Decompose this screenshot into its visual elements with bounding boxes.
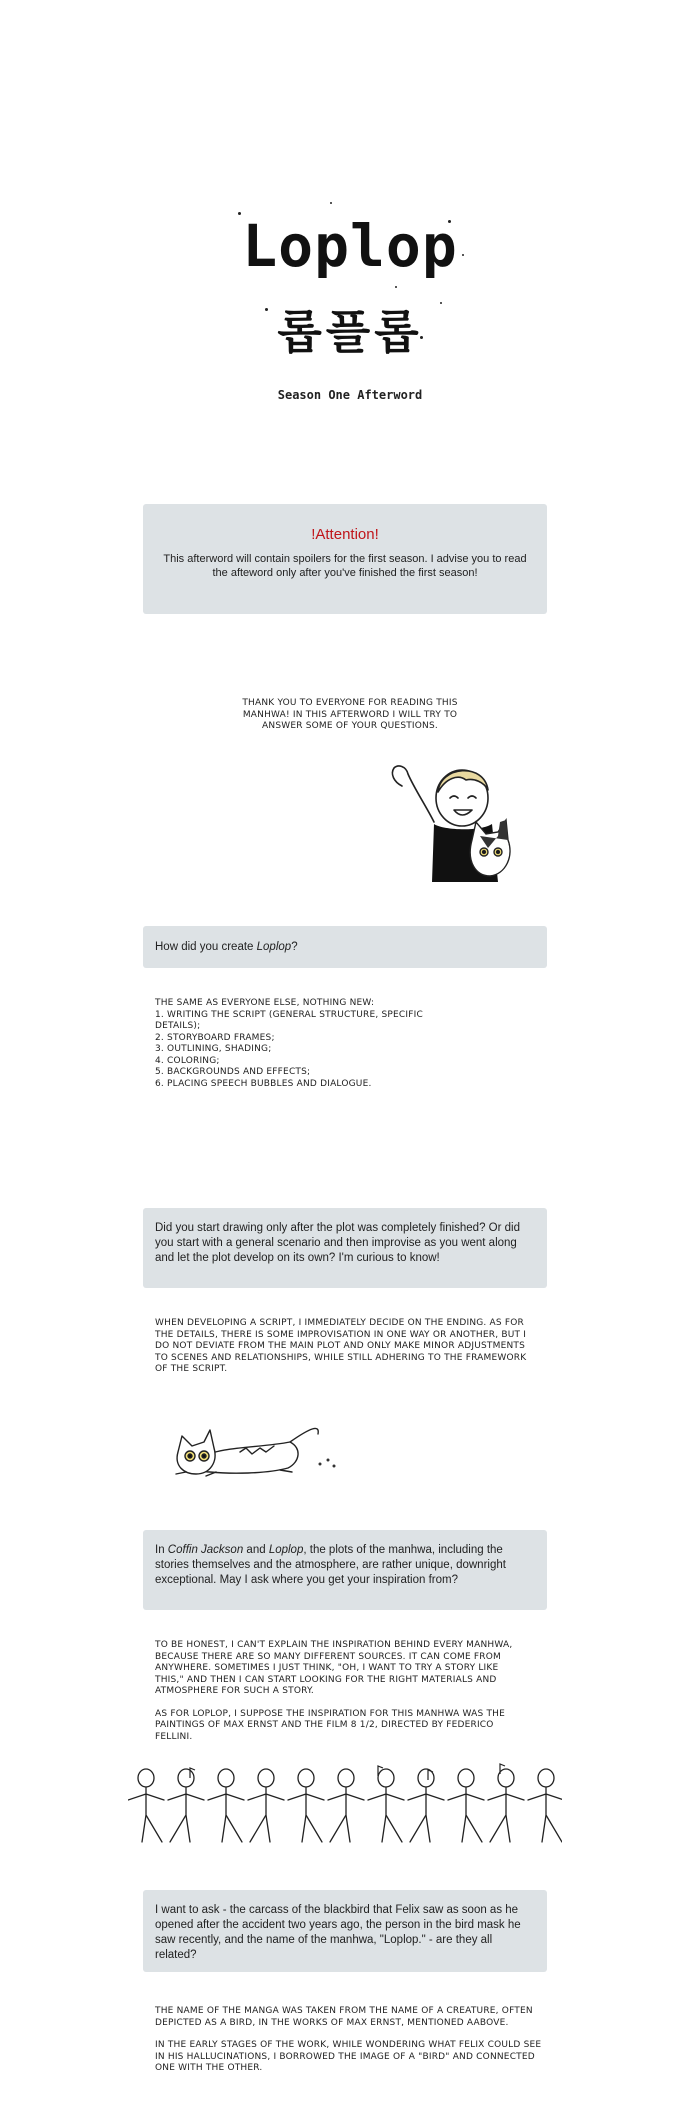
dancing-figure bbox=[528, 1769, 562, 1842]
dancing-figure bbox=[288, 1769, 324, 1842]
answer-4-paragraph-1: THE NAME OF THE MANGA WAS TAKEN FROM THE NAME OF A CREATURE, OFTEN DEPICTED AS A BIRD, IN THE WORKS OF MAX ERNST, MENTIONED AABOVE. bbox=[155, 2006, 533, 2028]
list-item: 5. BACKGROUNDS AND EFFECTS; bbox=[155, 1067, 311, 1077]
question-3-part: In bbox=[155, 1544, 168, 1556]
question-3-title-2: Loplop bbox=[268, 1544, 304, 1556]
dancing-figure bbox=[328, 1769, 364, 1842]
dancing-figure bbox=[408, 1769, 444, 1842]
question-box-1 bbox=[143, 926, 547, 968]
answer-3-paragraph-1: TO BE HONEST, I CAN'T EXPLAIN THE INSPIRATION BEHIND EVERY MANHWA, BECAUSE THERE ARE SO MANY DIFFERENT SOURCES. IT CAN COME FROM ANYWHERE. SOMETIMES I JUST THINK, "OH, I WANT TO TRY A STORY LIKE THIS," AND THEN I CAN START LOOKING FOR THE RIGHT MATERIALS AND ATMOSPHERE FOR SUCH A STORY. bbox=[155, 1640, 513, 1696]
attention-heading: !Attention! bbox=[311, 526, 379, 543]
list-item: 3. OUTLINING, SHADING; bbox=[155, 1044, 272, 1054]
dancing-figure bbox=[368, 1769, 404, 1842]
title-korean: 롭플롭 bbox=[277, 305, 423, 359]
intro-text: THANK YOU TO EVERYONE FOR READING THIS MANHWA! IN THIS AFTERWORD I WILL TRY TO ANSWER SOME OF YOUR QUESTIONS. bbox=[242, 698, 458, 731]
question-box-3 bbox=[143, 1530, 547, 1610]
question-box-2: Did you start drawing only after the plot was completely finished? Or did you start with a general scenario and then improvise as you went along and let the plot develop on its own? I'm curious to know! bbox=[143, 1208, 547, 1288]
question-3-part: and bbox=[243, 1544, 269, 1556]
question-box-4: I want to ask - the carcass of the blackbird that Felix saw as soon as he opened after the accident two years ago, the person in the bird mask he saw recently, and the name of the manhwa, "Loplop." - are they all related? bbox=[143, 1890, 547, 1972]
dancing-figure bbox=[488, 1769, 524, 1842]
dancing-figure bbox=[128, 1769, 164, 1842]
question-1-suffix: ? bbox=[291, 941, 298, 953]
dancing-figure bbox=[168, 1769, 204, 1842]
answer-2: WHEN DEVELOPING A SCRIPT, I IMMEDIATELY DECIDE ON THE ENDING. AS FOR THE DETAILS, THERE IS SOME IMPROVISATION IN ONE WAY OR ANOTHER, BUT I DO NOT DEVIATE FROM THE MAIN PLOT AND ONLY MAKE MINOR ADJUSTMENTS TO SCENES AND RELATIONSHIPS, WHILE STILL ADHERING TO THE FRAMEWORK OF THE SCRIPT. bbox=[155, 1318, 527, 1374]
dancing-figure bbox=[248, 1769, 284, 1842]
question-1-text: How did you create bbox=[155, 941, 257, 953]
answer-1-intro: THE SAME AS EVERYONE ELSE, NOTHING NEW: bbox=[155, 998, 375, 1008]
answer-4 bbox=[155, 2006, 545, 2075]
question-3-title-1: Coffin Jackson bbox=[167, 1544, 244, 1556]
question-1-title: Loplop bbox=[256, 941, 292, 953]
leaping-cat-illustration bbox=[170, 1418, 370, 1488]
list-item: 2. STORYBOARD FRAMES; bbox=[155, 1032, 275, 1043]
music-note-icon bbox=[428, 1770, 433, 1780]
answer-3 bbox=[155, 1640, 530, 1743]
dancing-figure bbox=[208, 1769, 244, 1842]
answer-1-list bbox=[155, 1010, 455, 1091]
list-item: 1. WRITING THE SCRIPT (GENERAL STRUCTURE, SPECIFIC DETAILS); bbox=[155, 1009, 423, 1031]
author-with-cat-illustration bbox=[380, 752, 550, 902]
attention-box bbox=[143, 504, 547, 614]
attention-body: This afterword will contain spoilers for the first season. I advise you to read the afteword only after you've finished the first season! bbox=[163, 553, 527, 579]
subtitle: Season One Afterword bbox=[277, 388, 423, 402]
dancing-figure bbox=[448, 1769, 484, 1842]
answer-1 bbox=[155, 998, 455, 1090]
list-item: 6. PLACING SPEECH BUBBLES AND DIALOGUE. bbox=[155, 1078, 372, 1089]
dancing-figures-illustration bbox=[128, 1760, 562, 1852]
title-latin: Loplop bbox=[242, 212, 458, 280]
answer-4-paragraph-2: IN THE EARLY STAGES OF THE WORK, WHILE WONDERING WHAT FELIX COULD SEE IN HIS HALLUCINATIONS, I BORROWED THE IMAGE OF A "BIRD" AND CONNECTED ONE WITH THE OTHER. bbox=[155, 2040, 542, 2073]
answer-3-paragraph-2: AS FOR LOPLOP, I SUPPOSE THE INSPIRATION FOR THIS MANHWA WAS THE PAINTINGS OF MAX ERNST AND THE FILM 8 1/2, DIRECTED BY FEDERICO FELLINI. bbox=[155, 1708, 506, 1742]
question-3-part: , the plots of the manhwa, including the stories themselves and the atmosphere, are rather unique, downright exceptional. May I ask where you get your inspiration from? bbox=[155, 1544, 506, 1586]
list-item: 4. COLORING; bbox=[155, 1055, 220, 1066]
